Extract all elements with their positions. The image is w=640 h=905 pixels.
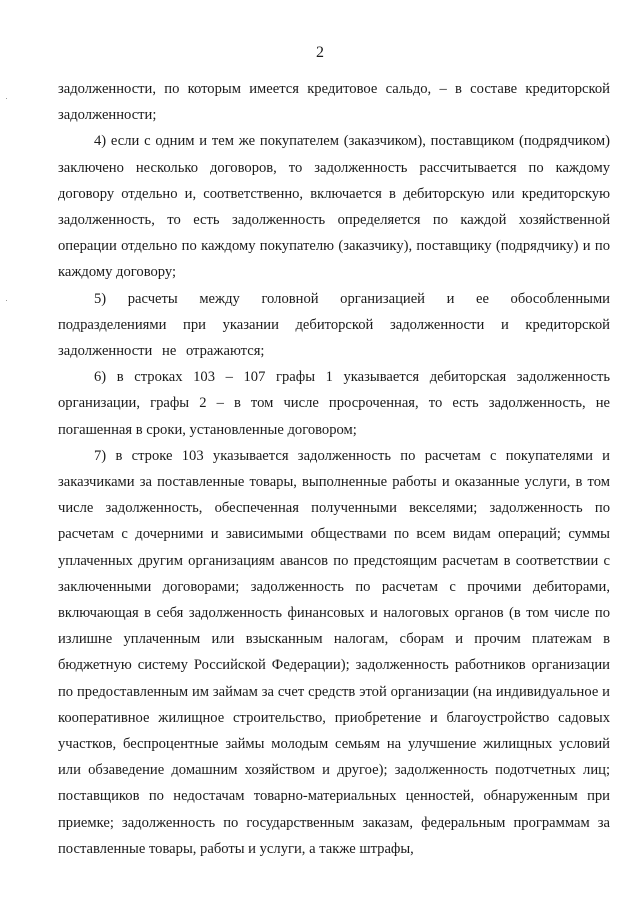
- paragraph-item-7: 7) в строке 103 указывается задолженность по расчетам с покупателями и заказчиками за поставленные товары, выполненные работы и оказанные услуги, в том числе задолженность, обеспеченная полученными векселями; задолженность по расчетам с дочерними и зависимыми обществами по всем видам операций; суммы уплаченных другим организациям авансов по предстоящим расчетам в соответствии с заключенными договорами; задолженность по расчетам с прочими дебиторами, включающая в себя задолженность финансовых и налоговых органов (в том числе по излишне уплаченным или взысканным налогам, сборам и прочим платежам в бюджетную систему Российской Федерации); задолженность работников организации по предоставленным им займам за счет средств этой организации (на индивидуальное и кооперативное жилищное строительство, приобретение и благоустройство садовых участков, беспроцентные займы молодым семьям на улучшение жилищных условий или обзаведение домашним хозяйством и другое); задолженность подотчетных лиц; поставщиков по недостачам товарно-материальных ценностей, обнаруженным при приемке; задолженность по государственным заказам, федеральным программам за поставленные товары, работы и услуги, а также штрафы,: [58, 447, 610, 857]
- paragraph-item-5: 5) расчеты между головной организацией и ее обособленными подразделениями при указании дебиторской задолженности и кредиторской задолженности не отражаются;: [58, 290, 610, 360]
- margin-mark: [6, 300, 7, 301]
- paragraph-continuation: задолженности, по которым имеется кредитовое сальдо, – в составе кредиторской задолженности;: [58, 81, 610, 124]
- paragraph-item-6: 6) в строках 103 – 107 графы 1 указывается дебиторская задолженность организации, графы 2 – в том числе просроченная, то есть задолженность, не погашенная в сроки, установленные договором;: [58, 369, 610, 438]
- margin-mark: [6, 98, 7, 99]
- page-number: 2: [316, 44, 324, 61]
- paragraph-item-4: 4) если с одним и тем же покупателем (заказчиком), поставщиком (подрядчиком) заключено несколько договоров, то задолженность рассчитывается по каждому договору отдельно и, соответственно, включается в дебиторскую или кредиторскую задолженность, то есть задолженность определяется по каждой хозяйственной операции отдельно по каждому покупателю (заказчику), поставщику (подрядчику) и по каждому договору;: [58, 133, 610, 281]
- document-body: [58, 76, 610, 862]
